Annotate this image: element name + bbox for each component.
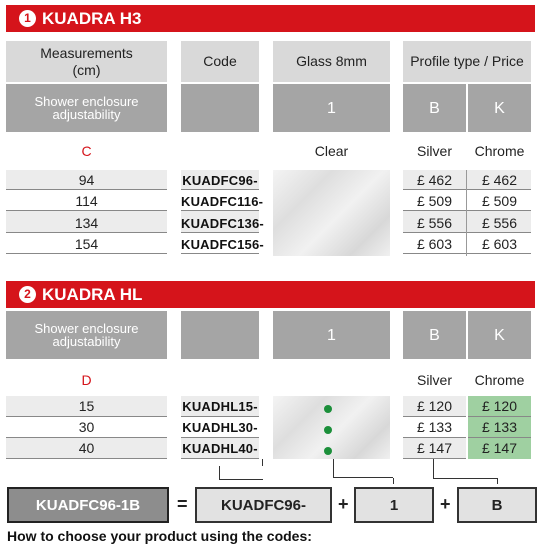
section2-row2-code: KUADHL30- (182, 420, 258, 435)
section2-number-badge: 2 (19, 286, 36, 303)
profile-header: Profile type / Price (403, 41, 531, 82)
availability-dot (324, 405, 332, 413)
measurements-header: Measurements (cm) (6, 41, 167, 82)
section2-row1-code: KUADHL15- (182, 399, 258, 414)
result-code-box: KUADFC96-1B (7, 487, 169, 523)
connector-line (262, 459, 263, 466)
section2-title: KUADRA HL (42, 285, 143, 304)
section1-profile-b: B (403, 84, 466, 132)
section1-code-blank (181, 84, 259, 132)
section1-title: KUADRA H3 (42, 9, 142, 28)
section1-row3-silver: £ 556 (416, 215, 453, 231)
section1-row3-chrome: £ 556 (481, 215, 518, 231)
equals-sign: = (177, 494, 188, 514)
code-part-box: KUADFC96- (195, 487, 332, 523)
section1-row1-measure: 94 (78, 172, 95, 188)
section1-silver-label: Silver (416, 143, 452, 159)
connector-line (433, 459, 434, 478)
section2-adjustability-cell: Shower enclosure adjustability (6, 311, 167, 359)
section2-glass-code: 1 (273, 311, 390, 359)
section2-silver-label: Silver (416, 372, 452, 388)
section1-row4-code: KUADFC156- (181, 237, 264, 252)
section2-row1-chrome: £ 120 (481, 398, 518, 414)
section1-number-badge: 1 (19, 10, 36, 27)
section2-row3-measure: 40 (78, 440, 95, 456)
section2-title-bar (6, 281, 535, 308)
code-header: Code (181, 41, 259, 82)
profile-part-box: B (457, 487, 537, 523)
connector-line (433, 478, 497, 479)
section2-code-blank (181, 311, 259, 359)
section2-row1-measure: 15 (78, 398, 95, 414)
section2-row3-code: KUADHL40- (182, 441, 258, 456)
section1-title-bar (6, 5, 535, 32)
section1-row2-measure: 114 (75, 193, 98, 209)
section1-glass-code: 1 (273, 84, 390, 132)
price-divider (466, 170, 467, 256)
section1-adjustability-cell: Shower enclosure adjustability (6, 84, 167, 132)
section2-row2-measure: 30 (78, 419, 95, 435)
section2-profile-k: K (468, 311, 531, 359)
section1-row1-code: KUADFC96- (182, 173, 258, 188)
plus-sign: + (440, 494, 451, 514)
section1-row3-code: KUADFC136- (181, 216, 264, 231)
section1-row1-chrome: £ 462 (481, 172, 518, 188)
footer-instructions: How to choose your product using the codes: (7, 528, 312, 544)
section2-row3-silver: £ 147 (416, 440, 453, 456)
glass-header: Glass 8mm (273, 41, 390, 82)
connector-line (219, 466, 263, 480)
section1-row2-chrome: £ 509 (481, 193, 518, 209)
section2-row1-silver: £ 120 (416, 398, 453, 414)
section1-row4-chrome: £ 603 (481, 236, 518, 252)
section2-dimension-letter: D (81, 372, 92, 388)
glass-part-box: 1 (354, 487, 434, 523)
section2-row2-silver: £ 133 (416, 419, 453, 435)
section1-row3-measure: 134 (74, 215, 99, 231)
connector-line (393, 478, 394, 484)
section2-chrome-label: Chrome (474, 372, 525, 388)
availability-dot (324, 426, 332, 434)
plus-sign: + (338, 494, 349, 514)
glass-swatch (273, 170, 390, 256)
section2-profile-b: B (403, 311, 466, 359)
section2-row2-chrome: £ 133 (481, 419, 518, 435)
section1-chrome-label: Chrome (474, 143, 525, 159)
section2-row3-chrome: £ 147 (481, 440, 518, 456)
connector-line (333, 459, 393, 478)
section1-row4-silver: £ 603 (416, 236, 453, 252)
glass-clear-label: Clear (314, 143, 349, 159)
section1-row1-silver: £ 462 (416, 172, 453, 188)
availability-dot (324, 447, 332, 455)
section1-row4-measure: 154 (74, 236, 99, 252)
section1-profile-k: K (468, 84, 531, 132)
connector-line (497, 478, 498, 484)
section1-dimension-letter: C (81, 143, 92, 159)
section1-row2-silver: £ 509 (416, 193, 453, 209)
section1-row2-code: KUADFC116- (181, 194, 264, 209)
